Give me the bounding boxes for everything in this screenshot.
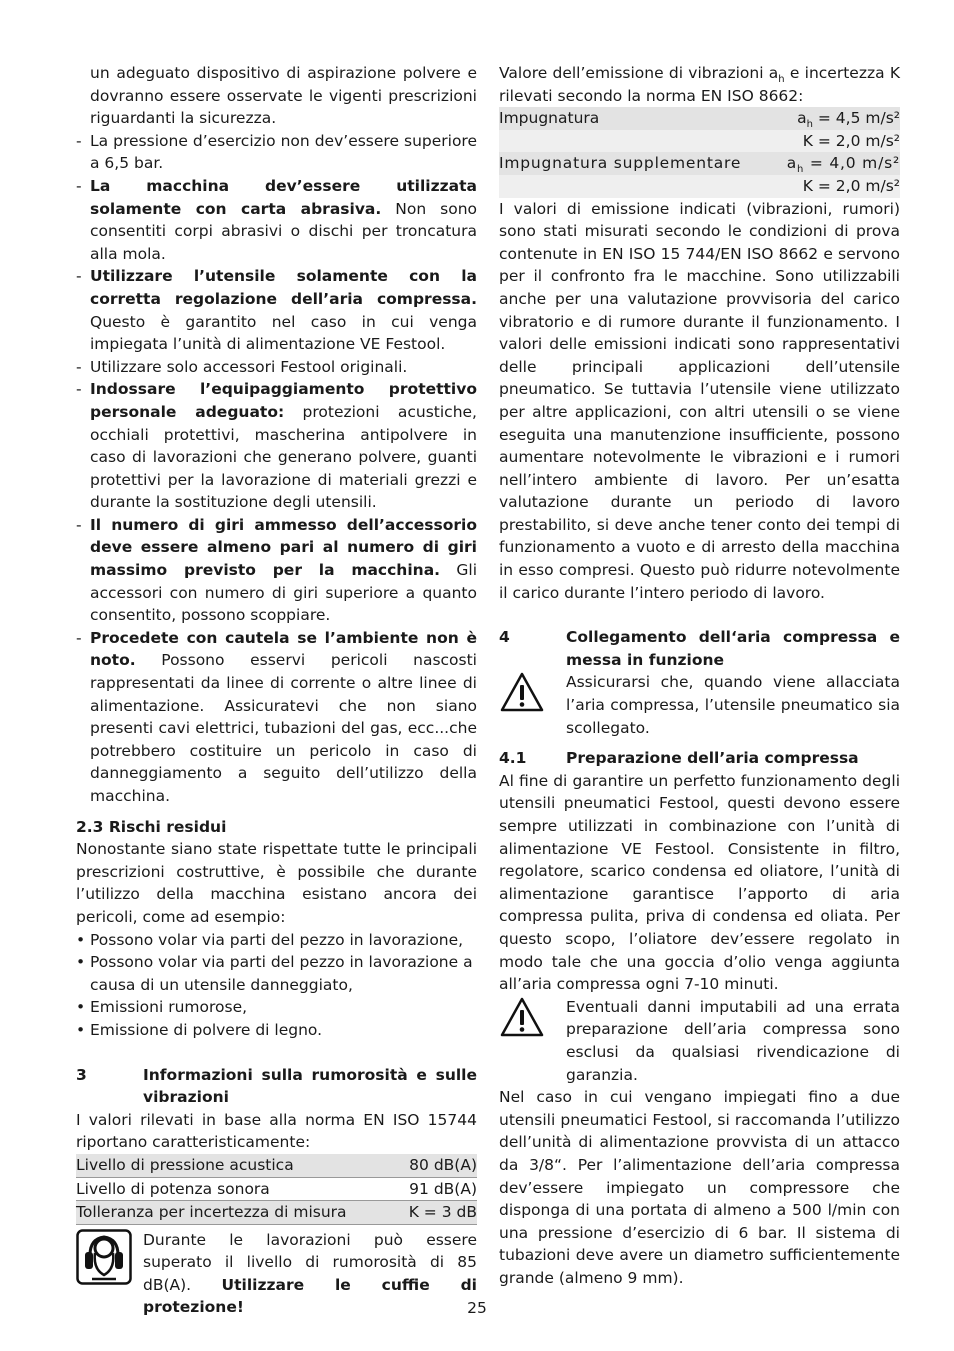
section-3-heading xyxy=(76,1064,477,1109)
residual-risk-item: • Emissioni rumorose, xyxy=(76,998,248,1017)
section-title: Collegamento dell‘aria compressa e messa in funzione xyxy=(566,628,900,669)
noise-table xyxy=(76,1154,477,1225)
ear-protection-text: Durante le lavorazioni può essere superato il livello di rumorosità di 85 dB(A). xyxy=(143,1230,477,1294)
vibration-table-row xyxy=(499,152,900,175)
noise-label: Livello di pressione acustica xyxy=(76,1155,294,1174)
safety-item: - Utilizzare l’utensile solamente con la corretta regolazione dell’aria compressa. Questo è garantito nel caso in cui venga impiegata l’unità di alimentazione VE Festool. xyxy=(76,267,477,354)
intro-continuation: un adeguato dispositivo di aspirazione polvere e dovranno essere osservate le vigenti prescrizioni riguardanti la sicurezza. xyxy=(90,64,477,128)
air-preparation-paragraph: Al fine di garantire un perfetto funzionamento degli utensili pneumatici Festool, questi devono essere sempre utilizzati in combinazione con l’unità di alimentazione VE Festool. Consistente in filtro, regolatore, scarico condensa ed oliatore, l’unità di alimentazione garantisce l’apporto di aria compressa pulita, priva di condensa ed oliata. Per questo scopo, l’oliatore dev’essere regolato in modo tale che una goccia d’olio venga aggiunta all’aria compressa ogni 7-10 minuti. xyxy=(499,771,900,994)
section-3-text: I valori rilevati in base alla norma EN ISO 15744 riportano caratteristicamente: xyxy=(76,1110,477,1152)
residual-heading: 2.3 Rischi residui xyxy=(76,817,227,836)
section-number: 3 xyxy=(76,1065,87,1084)
ear-protection-warning: Utilizzare le cuffie di protezione! xyxy=(143,1275,477,1317)
section-number: 4.1 xyxy=(499,749,527,768)
vibration-table-row xyxy=(499,107,900,130)
section-title: Preparazione dell’aria compressa xyxy=(566,749,859,768)
noise-table-row xyxy=(76,1154,477,1178)
vibration-label: Impugnatura supplementare xyxy=(499,154,742,173)
noise-label: Tolleranza per incertezza di misura xyxy=(76,1203,347,1222)
safety-item: - Indossare l’equipaggiamento protettivo personale adeguato: protezioni acustiche, occhiali protettivi, mascherina antipolvere in caso di lavorazioni che generano polvere, guanti protettivi per la lavorazione di materiali grezzi e durante la sostituzione degli utensili. xyxy=(76,380,477,512)
safety-item: - La pressione d’esercizio non dev’essere superiore a 6,5 bar. xyxy=(76,131,477,173)
right-column xyxy=(499,62,900,1289)
warning-text-1: Assicurarsi che, quando viene allacciata l’aria compressa, l’utensile pneumatico sia scollegato. xyxy=(566,673,900,737)
vibration-table xyxy=(499,107,900,197)
final-paragraph: Nel caso in cui vengano impiegati fino a due utensili pneumatici Festool, si raccomanda l’utilizzo dell’unità di alimentazione provvista di un attacco da 3/8“. Per l’alimentazione dell’aria compressa dev’essere impiegato un compressore che disponga di una portata di almeno a 500 l/min con una pressione d’esercizio di 6 bar. Il sistema di tubazioni deve avere un diametro sufficientemente grande (almeno 9 mm). xyxy=(499,1088,900,1287)
noise-label: Livello di potenza sonora xyxy=(76,1179,270,1198)
warning-note-2 xyxy=(499,996,900,1086)
residual-risk-item: • Possono volar via parti del pezzo in lavorazione, xyxy=(76,930,464,949)
safety-item: - Utilizzare solo accessori Festool originali. xyxy=(76,357,408,376)
residual-list xyxy=(76,929,477,1042)
safety-item: - La macchina dev’essere utilizzata solamente con carta abrasiva. Non sono consentiti corpi abrasivi o dischi per troncatura alla mola. xyxy=(76,176,477,263)
noise-table-row xyxy=(76,1178,477,1202)
section-4-1-heading xyxy=(499,747,900,770)
uncertainty-value: K = 2,0 m/s² xyxy=(802,131,900,150)
vibration-label: Impugnatura xyxy=(499,109,600,128)
safety-item: - Procedete con cautela se l’ambiente non è noto. Possono esservi pericoli nascosti rappresentati da linee di corrente o altre linee di alimentazione. Assicuratevi che non siano presenti cavi elettrici, tubazioni del gas, ecc...che potrebbero costituire un pericolo in caso di danneggiamento a seguito dell’utilizzo della macchina. xyxy=(76,628,477,805)
residual-risk-item: • Possono volar via parti del pezzo in lavorazione a causa di un utensile danneggiato, xyxy=(76,953,473,994)
uncertainty-value: K = 2,0 m/s² xyxy=(802,176,900,195)
vibration-value: $a_h = 4,0$ m/s² xyxy=(786,154,900,176)
warning-triangle-icon xyxy=(499,671,566,739)
vibration-paragraph: I valori di emissione indicati (vibrazioni, rumori) sono stati misurati secondo le condizioni di prova contenute in EN ISO 15 744/EN ISO 8662 e servono per il confronto fra le macchine. Sono utilizzabili anche per una valutazione provvisoria del carico vibratorio e di rumore durante il funzionamento. I valori delle emissioni indicati sono rappresentativi delle principali applicazioni dell’utensile pneumatico. Se tuttavia l’utensile viene utilizzato per altre applicazioni, con altri utensili o se viene eseguita una manutenzione insufficiente, possono aumentare notevolmente le vibrazioni e i rumori nell’intero ambiente di lavoro. Per un’esatta valutazione durante un periodo di lavoro prestabilito, si deve anche tener conto dei tempi di funzionamento a vuoto e di arresto della macchina in esso compresi. Questo può ridurre notevolmente il carico durante l’intero periodo di lavoro. xyxy=(499,199,900,602)
warning-note-1 xyxy=(499,671,900,739)
page-number: 25 xyxy=(467,1299,487,1317)
noise-value: 91 dB(A) xyxy=(409,1179,477,1198)
warning-triangle-icon xyxy=(499,996,566,1086)
vibration-intro: Valore dell’emissione di vibrazioni $a_h$ e incertezza K rilevati secondo la norma EN ISO 8662: xyxy=(499,64,900,105)
vibration-value: $a_h = 4,5$ m/s² xyxy=(797,109,900,131)
warning-text-2: Eventuali danni imputabili ad una errata preparazione dell’aria compressa sono esclusi da qualsiasi rivendicazione di garanzia. xyxy=(566,997,900,1084)
noise-table-row xyxy=(76,1201,477,1225)
noise-value: K = 3 dB xyxy=(408,1203,477,1222)
vibration-uncertainty-row xyxy=(499,175,900,198)
residual-risk-item: • Emissione di polvere di legno. xyxy=(76,1020,323,1039)
safety-item-cont xyxy=(76,62,477,130)
section-title: Informazioni sulla rumorosità e sulle vibrazioni xyxy=(143,1065,477,1107)
safety-list xyxy=(76,130,477,808)
noise-value: 80 dB(A) xyxy=(409,1155,477,1174)
vibration-uncertainty-row xyxy=(499,130,900,153)
section-4-heading xyxy=(499,626,900,671)
safety-item: - Il numero di giri ammesso dell’accessorio deve essere almeno pari al numero di giri massimo previsto per la macchina. Gli accessori con numero di giri superiore a quanto consentito, possono scoppiare. xyxy=(76,515,477,625)
residual-text: Nonostante siano state rispettate tutte le principali prescrizioni costruttive, è possibile che durante l’utilizzo della macchina esistano ancora dei pericoli, come ad esempio: xyxy=(76,840,477,926)
section-number: 4 xyxy=(499,628,510,647)
left-column xyxy=(76,62,477,1319)
